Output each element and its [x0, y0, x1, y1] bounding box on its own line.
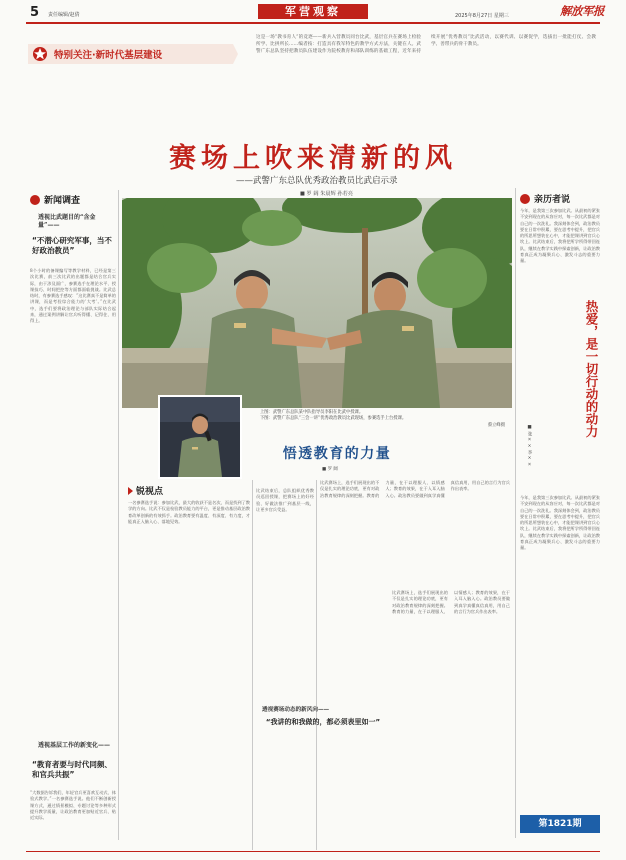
masthead-logo: 解放军报: [560, 4, 604, 18]
center-block-title: 悟透教育的力量: [282, 446, 392, 462]
intro-text: 这是一场“教书育人”的竞逐——新兵入营教员同台比武，基层官兵在赛场上检验所学、比拼所长……编者按：打造具有我军特色的教学方式方法，关键在人。武警广东总队坚持把教员队伍建设作为院校教育和部队训练的基础工程，近年来持续开展“优秀教员”比武活动，以赛代训、以赛促学，选拔出一批能打仗、会教学、善带兵的骨干教员。: [256, 35, 596, 54]
center-body-lower: 比武赛场上，选手们展现出的不仅是扎实的理论功底，更有对政治教育规律的深刻把握。教育的力量，在于以理服人、以情感人；教育的效果，在于入耳入脑入心。政治教员要做到真学真懂真信真用，用自己的言行为官兵作出表率。: [392, 590, 510, 614]
footer-rule: [26, 851, 600, 852]
date-line: 2025年8月27日 星期三: [455, 13, 509, 19]
feature-title: 热爱，是一切行动的动力: [584, 300, 599, 438]
news-survey-heading: [30, 193, 80, 206]
header-rule: [26, 22, 600, 24]
right-body-lower: 今年，是我第三次参加比武。从最初的紧张不安到现在的从容应对，每一次比武都是对自己的一次洗礼。我深刻体会到，政治教员要在日常中积累，要在思考中提升，把官兵的所思所想装在心中，才能把课讲到官兵心坎上。比武结束后，我将把所学所得带回连队，继续在教学实践中探索创新，让政治教育真正成为凝聚兵心、激发斗志的重要力量。: [520, 495, 600, 551]
right-column-rule: [515, 188, 516, 838]
inset-photo: [158, 395, 242, 479]
question-one-highlight: “不潜心研究军事，当不好政治教员”: [32, 236, 112, 255]
witness-label: 亲历者说: [534, 195, 571, 205]
section-marker-icon: [30, 195, 40, 205]
page-number: 5: [30, 5, 40, 20]
caption-line-two: 下图：武警广东总队“三会一讲”优秀政治教员比武现场，参赛选手上台授课。: [260, 416, 407, 422]
section-title: 军营观察: [285, 5, 341, 18]
question-one-lead: 透视比武题目的“含金量”——: [38, 214, 96, 229]
subheadline: ——武警广东总队优秀政治教员比武启示录: [236, 176, 398, 186]
question-three-lead: 透视赛场动态的新风向——: [262, 707, 330, 713]
mid-rule-b: [316, 480, 317, 850]
arrow-icon: [128, 487, 133, 495]
caption-line-one: 上图：武警广东总队某中队指导员李阳在比武中授课。: [260, 410, 364, 415]
byline: ■ 罗 阔 朱晨辉 孙若亮: [300, 191, 353, 197]
center-body: 比武赛场上，选手们展现出的不仅是扎实的理论功底，更有对政治教育规律的深刻把握。教育的力量，在于以理服人、以情感人；教育的效果，在于入耳入脑入心。政治教员要做到真学真懂真信真用，用自己的言行为官兵作出表率。: [320, 480, 510, 498]
editor-line: 责任编辑/赵倩: [48, 12, 80, 18]
left-body-one: 8个小时的备课编写等教学材料，已经是第三次比赛，前三次比武的出题都是结合官兵实际，由于涉及面广，参赛选手在理论水平、授课技巧、时间把控等方面都面临挑战。比武总结时，有参赛选手感叹：“这比赛真不是简单的讲课，而是考验综合能力的‘大考’。”在比武中，选手们要将政治理论与部队实际结合起来，通过案例讲解让官兵听得懂、记得住、用得上。: [30, 268, 116, 324]
left-body-two: “大数据告诉我们，年轻官兵更喜欢互动式、体验式教学。”一名参赛选手说。他们不断创新授课方式，通过情景模拟、专题讨论等多种形式提升教学质量，让政治教育更加贴近官兵、贴近实际。: [30, 790, 116, 821]
caption-credit: 蔡立峰摄: [487, 422, 505, 428]
badge-text: 特别关注·新时代基层建设: [54, 50, 163, 61]
question-two-lead: 透视基层工作的新变化——: [38, 742, 111, 749]
commentary-heading: [128, 484, 163, 497]
right-body-upper: 今年，是我第三次参加比武。从最初的紧张不安到现在的从容应对，每一次比武都是对自己的一次洗礼。我深刻体会到，政治教员要在日常中积累，要在思考中提升，把官兵的所思所想装在心中，才能把课讲到官兵心坎上。比武结束后，我将把所学所得带回连队，继续在教学实践中探索创新，让政治教育真正成为凝聚兵心、激发斗志的重要力量。: [520, 208, 600, 264]
feature-author: ■ 张 × × 李 × ×: [527, 425, 532, 468]
photo-illustration: [122, 198, 512, 408]
commentary-body: 一名参赛选手说：参加比武，最大的收获不是名次，而是找到了教学的方向。比武不仅是检验教员能力的平台，更是推动基层政治教育改革创新的有效抓手。政治教育要有温度、有深度、有力度，才能真正入脑入心、落地见效。: [128, 500, 250, 524]
main-photo: [122, 198, 512, 408]
left-column-rule: [118, 190, 119, 840]
photo-caption: [260, 410, 505, 429]
witness-heading: [520, 192, 570, 205]
middle-body-a: 比武结束后，总队组织优秀教员巡回授课，把赛场上的好经验、好做法推广到基层一线，让更多官兵受益。: [256, 488, 314, 512]
headline: 赛场上吹来清新的风: [169, 143, 457, 174]
commentary-label: 锐视点: [136, 487, 164, 497]
inset-illustration: [160, 397, 240, 477]
news-survey-label: 新闻调查: [44, 196, 81, 206]
center-block-byline: ■ 罗 阔: [322, 467, 338, 472]
top-header-bar: [0, 0, 626, 22]
section-marker-icon-right: [520, 194, 530, 204]
mid-rule-a: [252, 480, 253, 850]
question-two-highlight: “教育者要与时代同频、和官兵共振”: [32, 760, 112, 779]
question-three-highlight: “我讲的和我做的，都必须表里如一”: [265, 718, 381, 726]
column-badge: [28, 42, 238, 66]
feature-title-block: [540, 300, 600, 480]
issue-badge-text: 第1821期: [538, 819, 582, 829]
